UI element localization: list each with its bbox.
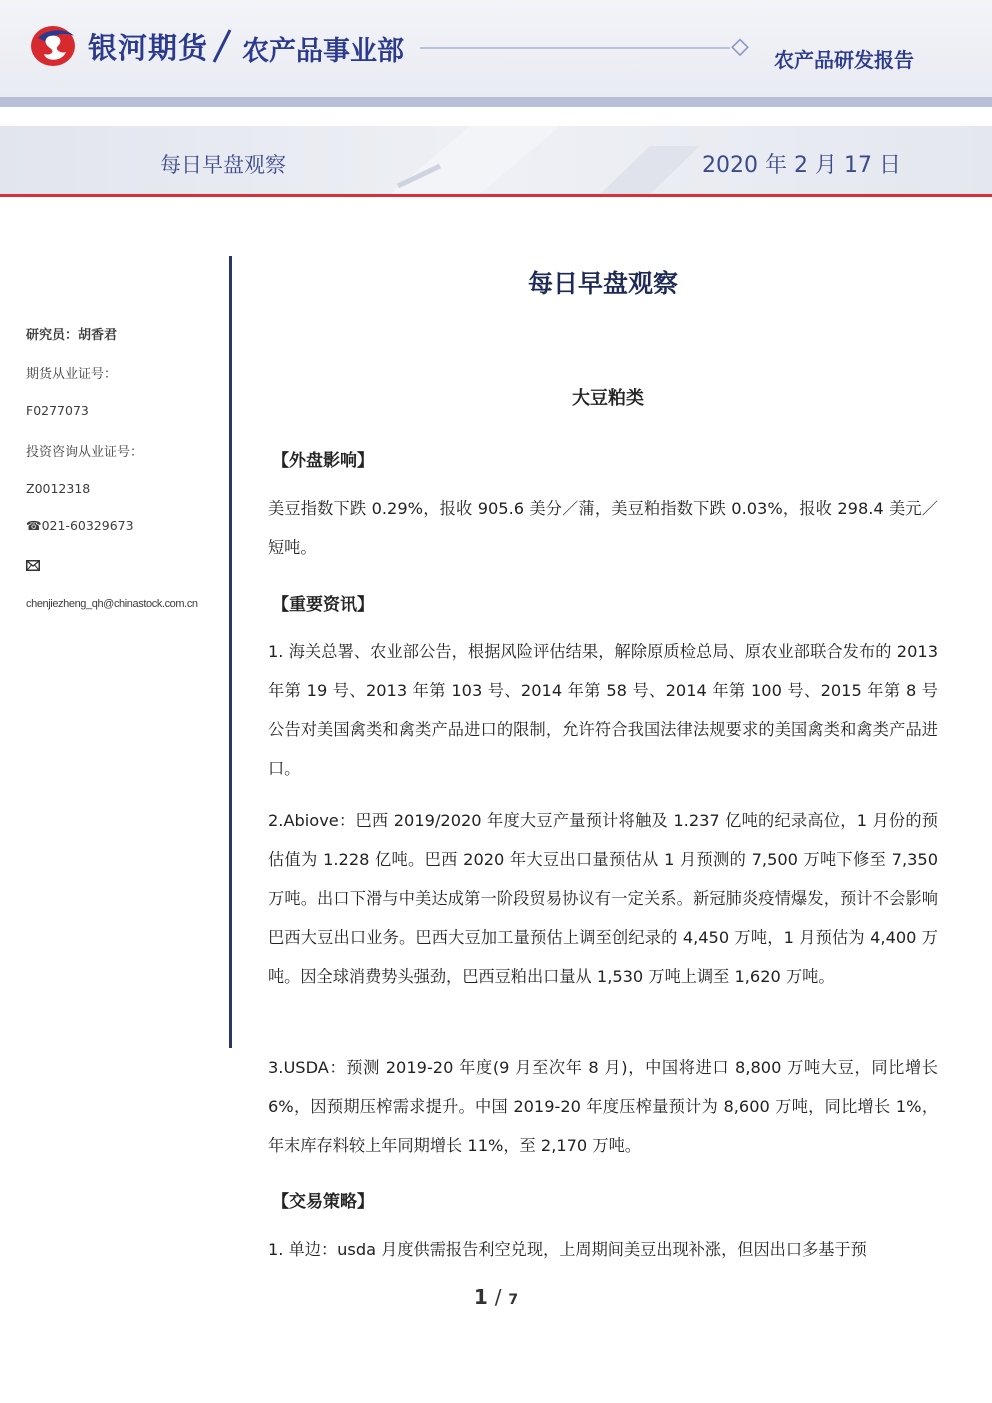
news-item-1: 1. 海关总署、农业部公告，根据风险评估结果，解除原质检总局、原农业部联合发布的 2013 年第 19 号、2013 年第 103 号、2014 年第 58 号、2014 年第 100 号、2015 年第 8 号公告对美国禽类和禽类产品进口的限制，允许符合我国法律法规要求的美国禽类和禽类产品进口。	[268, 642, 938, 778]
news-item-2: 2.Abiove：巴西 2019/2020 年度大豆产量预计将触及 1.237 亿吨的纪录高位，1 月份的预估值为 1.228 亿吨。巴西 2020 年大豆出口量预估从 1 月预测的 7,500 万吨下修至 7,350 万吨。出口下滑与中美达成第一阶段贸易协议有一定关系。新冠肺炎疫情爆发，预计不会影响巴西大豆出口业务。巴西大豆加工量预估上调至创纪录的 4,450 万吨，1 月预估为 4,400 万吨。因全球消费势头强劲，巴西豆粕出口量从 1,530 万吨上调至 1,620 万吨。	[268, 811, 938, 986]
heading-important-news: 【重要资讯】	[272, 595, 374, 615]
total-pages: 7	[508, 1292, 519, 1308]
title-band	[0, 126, 992, 194]
phone-number: ☎021-60329673	[26, 518, 134, 533]
section-title: 大豆粕类	[572, 388, 644, 409]
band-title: 每日早盘观察	[160, 153, 286, 177]
red-divider	[0, 194, 992, 197]
email-address[interactable]: chenjiezheng_qh@chinastock.com.cn	[26, 598, 198, 610]
futures-license-number: F0277073	[26, 403, 89, 418]
header-stripe	[0, 97, 992, 107]
envelope-icon	[26, 560, 40, 571]
current-page: 1	[473, 1285, 488, 1309]
news-item-3: 3.USDA：预测 2019-20 年度(9 月至次年 8 月)，中国将进口 8,800 万吨大豆，同比增长 6%，因预期压榨需求提升。中国 2019-20 年度压榨量预计为 8,600 万吨，同比增长 1%，年末库存料较上年同期增长 11%，至 2,170 万吨。	[268, 1058, 938, 1155]
heading-external-markets: 【外盘影响】	[272, 451, 374, 471]
page-number	[0, 1285, 992, 1309]
heading-trading-strategy: 【交易策略】	[272, 1192, 374, 1212]
divider-slash	[206, 26, 236, 66]
consult-license-number: Z0012318	[26, 481, 91, 496]
report-date: 2020 年 2 月 17 日	[702, 153, 901, 178]
futures-license-label: 期货从业证号：	[26, 367, 118, 382]
galaxy-logo-icon	[28, 22, 78, 68]
page-separator: /	[494, 1285, 502, 1309]
decorative-line	[420, 38, 755, 58]
strategy-item-1: 1. 单边：usda 月度供需报告利空兑现，上周期间美豆出现补涨，但因出口多基于预	[268, 1240, 867, 1259]
report-type: 农产品研发报告	[774, 48, 914, 72]
department-name: 农产品事业部	[242, 36, 404, 67]
consult-license-label: 投资咨询从业证号：	[26, 445, 144, 460]
document-title: 每日早盘观察	[527, 269, 678, 298]
researcher-name: 研究员：胡香君	[26, 328, 118, 343]
sidebar-divider	[229, 256, 232, 1048]
external-markets-text: 美豆指数下跌 0.29%，报收 905.6 美分／蒲，美豆粕指数下跌 0.03%，报收 298.4 美元／短吨。	[268, 499, 938, 557]
brand-name: 银河期货	[88, 31, 209, 65]
